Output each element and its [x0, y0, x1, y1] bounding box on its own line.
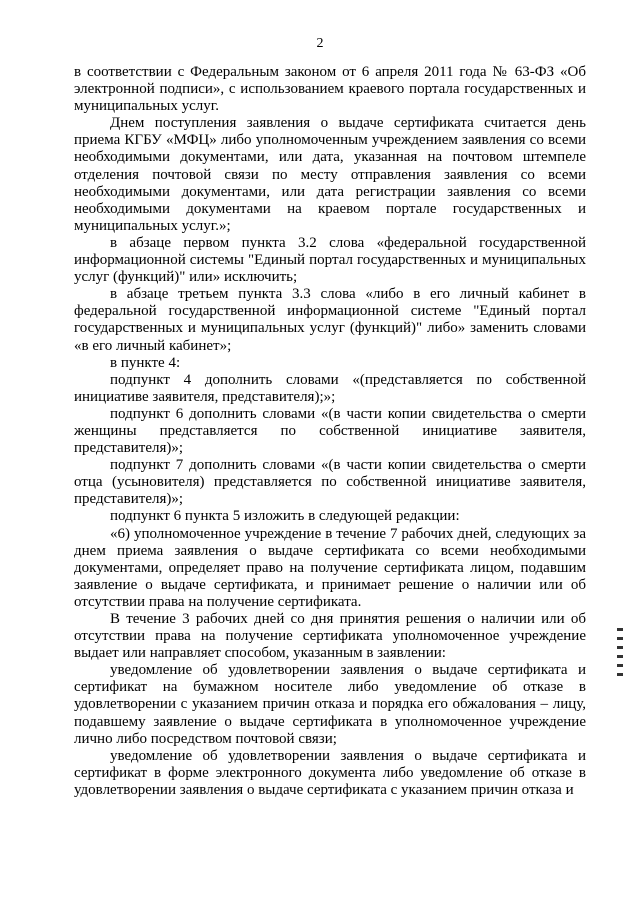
paragraph: в соответствии с Федеральным законом от 6 апреля 2011 года № 63-ФЗ «Об электронной подписи», с использованием краевого портала государственных и муниципальных услуг.	[74, 64, 586, 115]
paragraph: подпункт 6 пункта 5 изложить в следующей редакции:	[110, 508, 460, 525]
paragraph: подпункт 4 дополнить словами «(представляется по собственной инициативе заявителя, представителя);»;	[74, 371, 586, 405]
paragraph: в пункте 4:	[110, 354, 181, 371]
margin-scan-marks	[617, 628, 625, 686]
paragraph: подпункт 7 дополнить словами «(в части копии свидетельства о смерти отца (усыновителя) представляется по собственной инициативе заявителя, представителя)»;	[74, 457, 586, 508]
paragraph: «6) уполномоченное учреждение в течение 7 рабочих дней, следующих за днем приема заявления о выдаче сертификата со всеми необходимыми документами, определяет право на получение сертификата лицом, подавшим заявление о выдаче сертификата, и принимает решение о наличии или об отсутствии права на получение сертификата.	[74, 525, 586, 610]
paragraph: в абзаце третьем пункта 3.3 слова «либо в его личный кабинет в федеральной государственной информационной системе "Единый портал государственных и муниципальных услуг (функций)" либо» заменить словами «в его личный кабинет»;	[74, 286, 586, 354]
page-number: 2	[316, 36, 324, 51]
paragraph: в абзаце первом пункта 3.2 слова «федеральной государственной информационной системы "Единый портал государственных и муниципальных услуг (функций)" или» исключить;	[74, 234, 586, 286]
paragraph: В течение 3 рабочих дней со дня принятия решения о наличии или об отсутствии права на получение сертификата уполномоченное учреждение выдает или направляет способом, указанным в заявлении:	[74, 611, 586, 662]
paragraph: Днем поступления заявления о выдаче сертификата считается день приема КГБУ «МФЦ» либо уполномоченным учреждением заявления со всеми необходимыми документами, или дата, указанная на почтовом штемпеле отделения почтовой связи по месту отправления заявления со всеми необходимыми документами, или дата регистрации заявления со всеми необходимыми документами на краевом портале государственных и муниципальных услуг.»;	[74, 115, 586, 234]
paragraph: подпункт 6 дополнить словами «(в части копии свидетельства о смерти женщины представляется по собственной инициативе заявителя, представителя)»;	[74, 405, 586, 457]
paragraph: уведомление об удовлетворении заявления о выдаче сертификата и сертификат в форме электронного документа либо уведомление об отказе в удовлетворении заявления о выдаче сертификата с указанием причин отказа и	[74, 747, 586, 798]
paragraph: уведомление об удовлетворении заявления о выдаче сертификата и сертификат на бумажном носителе либо уведомление об отказе в удовлетворении с указанием причин отказа и порядка его обжалования – лицу, подавшему заявление о выдаче сертификата в уполномоченное учреждение лично либо посредством почтовой связи;	[74, 662, 586, 747]
document-body	[74, 64, 586, 799]
